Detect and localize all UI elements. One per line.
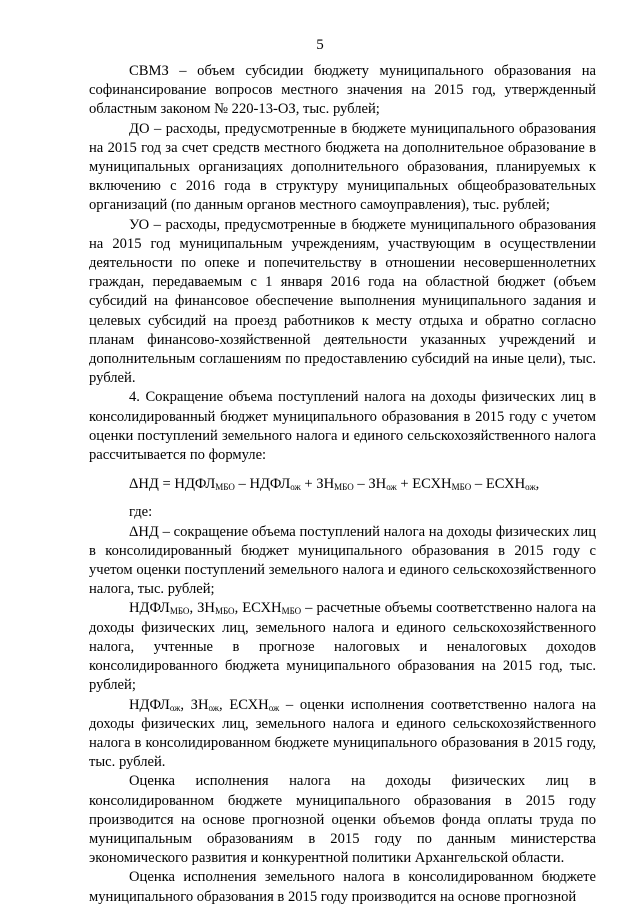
paragraph-ndfl-estimate: Оценка исполнения налога на доходы физических лиц в консолидированном бюджете муниципального образования в 2015 году производится на основе прогнозной оценки объемов фонда оплаты труда по муниципальным образованиям в 2015 году по данным министерства экономического развития и конкурентной политики Архангельской области. (89, 773, 596, 867)
formula-tail: , (535, 476, 540, 493)
formula-operator: + (300, 476, 317, 493)
definition-separator: , (189, 600, 198, 617)
definition-separator: , (234, 600, 243, 617)
formula (89, 475, 596, 494)
definition-term: ЕСХН (229, 696, 269, 713)
where-label: где: (129, 504, 153, 521)
formula-subscript: ож (525, 482, 536, 493)
formula-subscript: ож (290, 482, 301, 493)
definition-subscript: МБО (214, 606, 235, 617)
definition-subscript: МБО (169, 606, 190, 617)
definition-delta: ΔНД – сокращение объема поступлений налога на доходы физических лиц в консолидированный бюджет муниципального образования в 2015 году с учетом оценки поступлений земельного налога и единого сельскохозяйственного налога, тыс. рублей; (89, 523, 596, 598)
formula-term: ЗН (368, 476, 387, 493)
formula-term: ЗН (316, 476, 335, 493)
definition-term: НДФЛ (129, 600, 170, 617)
paragraph-land-tax-estimate: Оценка исполнения земельного налога в консолидированном бюджете муниципального образования в 2015 году производится на основе прогнозной (89, 869, 596, 905)
definition-subscript: ож (268, 702, 280, 713)
formula-term: НДФЛ (174, 476, 216, 493)
formula-operator: – (234, 476, 250, 493)
definition-term: ЕСХН (242, 600, 282, 617)
formula-term: НДФЛ (249, 476, 291, 493)
definition-separator: , (180, 696, 191, 713)
definition-text: – оценки исполнения соответственно налога на доходы физических лиц, земельного налога и единого сельскохозяйственного налога в консолидированном бюджете муниципального образования в 2015 году, тыс. рублей. (89, 696, 596, 771)
paragraph-uo: УО – расходы, предусмотренные в бюджете муниципального образования на 2015 год муниципальным учреждениям, участвующим в осуществлении деятельности по опеке и попечительству в отношении несовершеннолетних граждан, передаваемым с 1 января 2016 года на областной бюджет (объем субсидий на финансовое обеспечение выполнения муниципального задания и целевых субсидий на проезд работников к месту отдыха и обратно согласно планам финансово-хозяйственной деятельности указанных учреждений и дополнительным соглашениям по предоставлению субсидий на иные цели), тыс. рублей. (89, 216, 596, 387)
definition-subscript: ож (208, 702, 220, 713)
definition-subscript: МБО (281, 606, 302, 617)
definition-separator: , (219, 696, 230, 713)
definition-text: – расчетные объемы соответственно налога на доходы физических лиц, земельного налога и единого сельскохозяйственного налога, учтенные в прогнозе налоговых и неналоговых доходов консолидированного бюджета муниципального образования на 2015 год, тыс. рублей; (89, 600, 597, 694)
definition-term: НДФЛ (129, 696, 170, 713)
formula-subscript: МБО (334, 482, 354, 493)
formula-subscript: ож (386, 482, 397, 493)
formula-operator: + (396, 476, 413, 493)
page-number: 5 (316, 37, 324, 53)
definition-mbo (89, 599, 596, 695)
page-content (89, 62, 596, 907)
paragraph-do: ДО – расходы, предусмотренные в бюджете муниципального образования на 2015 год за счет средств местного бюджета на дополнительное образование в муниципальных организациях дополнительного образования, планируемых к включению с 2016 года в структуру муниципальных общеобразовательных организаций (по данным органов местного самоуправления), тыс. рублей; (89, 120, 596, 214)
formula-lhs: ΔНД = (129, 476, 175, 493)
paragraph-svmz: СВМЗ – объем субсидии бюджету муниципального образования на софинансирование вопросов местного значения на 2015 год, утвержденный областным законом № 220-13-ОЗ, тыс. рублей; (89, 63, 596, 118)
formula-term: ЕСХН (412, 476, 452, 493)
formula-subscript: МБО (215, 482, 235, 493)
paragraph-item-4: 4. Сокращение объема поступлений налога на доходы физических лиц в консолидированный бюджет муниципального образования в 2015 году с учетом оценки поступлений земельного налога и единого сельскохозяйственного налога рассчитывается по формуле: (89, 389, 596, 464)
definition-term: ЗН (197, 600, 215, 617)
formula-term: ЕСХН (485, 476, 526, 493)
formula-operator: – (353, 476, 369, 493)
definition-subscript: ож (169, 702, 181, 713)
formula-operator: – (471, 476, 486, 493)
formula-subscript: МБО (451, 482, 472, 493)
definition-term: ЗН (190, 696, 209, 713)
definition-oj (89, 696, 596, 773)
